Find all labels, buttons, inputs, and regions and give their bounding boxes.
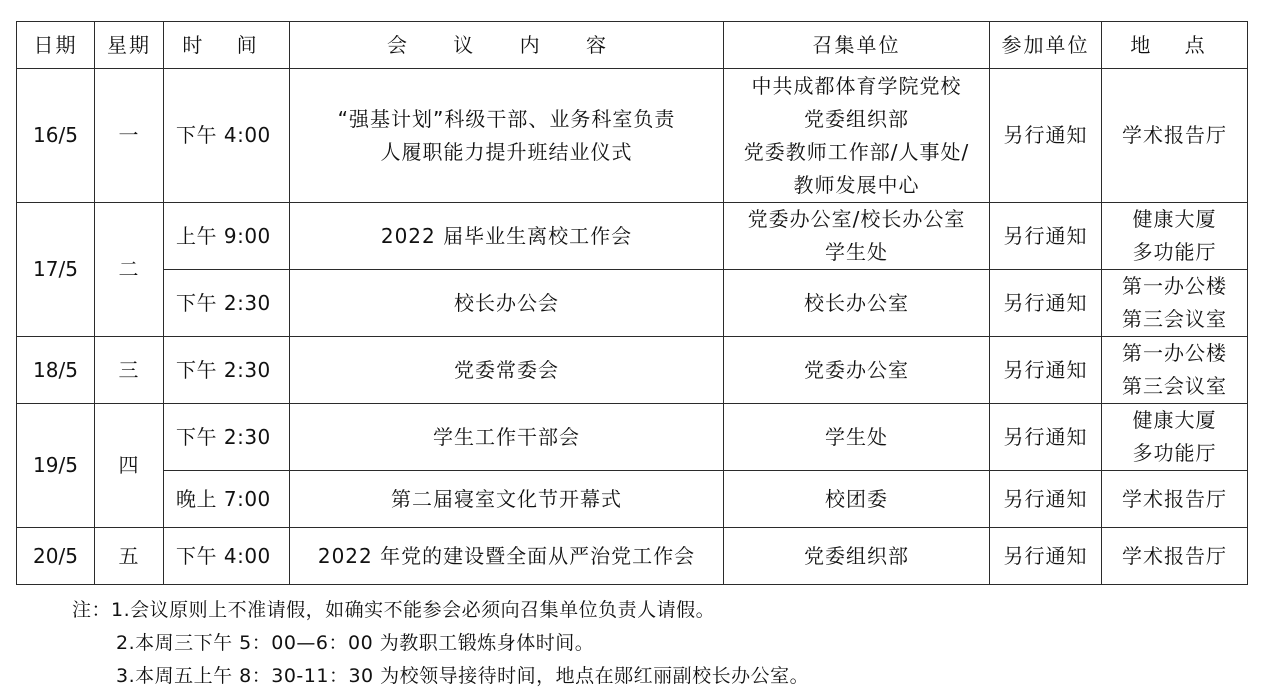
- content-line: 学生工作干部会: [433, 424, 580, 449]
- location-line: 第三会议室: [1122, 307, 1227, 331]
- convener-line: 学生处: [825, 240, 888, 264]
- content-line: 人履职能力提升班结业仪式: [380, 139, 633, 164]
- note-line: 3.本周五上午 8：30-11：30 为校领导接待时间，地点在郧红丽副校长办公室。: [116, 665, 810, 687]
- date-cell: 16/5: [17, 69, 95, 203]
- convener-line: 学生处: [825, 424, 888, 449]
- header-content: 会 议 内 容: [290, 22, 724, 69]
- table-row: [17, 404, 1248, 471]
- convener-cell: [724, 270, 990, 337]
- weekday-cell: 二: [95, 203, 164, 337]
- content-line: 2022 年党的建设暨全面从严治党工作会: [317, 543, 696, 568]
- convener-cell: [724, 69, 990, 203]
- participants-cell: 另行通知: [990, 69, 1102, 203]
- schedule-table: [16, 21, 1248, 585]
- header-participants: 参加单位: [990, 22, 1102, 69]
- location-line: 第一办公楼: [1122, 274, 1227, 298]
- location-line: 健康大厦: [1132, 207, 1217, 231]
- content-cell: [290, 528, 724, 585]
- participants-cell: 另行通知: [990, 270, 1102, 337]
- convener-cell: [724, 337, 990, 404]
- convener-line: 校团委: [825, 486, 888, 511]
- convener-line: 党委教师工作部/人事处/: [743, 139, 970, 164]
- convener-line: 党委组织部: [804, 106, 909, 131]
- content-cell: [290, 203, 724, 270]
- note-line: 2.本周三下午 5：00—6：00 为教职工锻炼身体时间。: [116, 632, 595, 654]
- date-cell: 20/5: [17, 528, 95, 585]
- time-cell: 下午 4:00: [164, 69, 290, 203]
- date-cell: 17/5: [17, 203, 95, 337]
- date-cell: 19/5: [17, 404, 95, 528]
- time-cell: 晚上 7:00: [164, 471, 290, 528]
- location-line: 多功能厅: [1132, 441, 1217, 465]
- header-location: 地 点: [1102, 22, 1248, 69]
- note-line: 注：1.会议原则上不准请假，如确实不能参会必须向召集单位负责人请假。: [72, 599, 716, 621]
- content-line: 校长办公会: [454, 290, 559, 315]
- weekday-cell: 五: [95, 528, 164, 585]
- content-cell: [290, 270, 724, 337]
- time-cell: 下午 2:30: [164, 270, 290, 337]
- location-cell: [1102, 528, 1248, 585]
- location-line: 第三会议室: [1122, 374, 1227, 398]
- convener-line: 党委办公室: [804, 357, 909, 382]
- location-line: 学术报告厅: [1122, 543, 1227, 568]
- content-line: 第二届寝室文化节开幕式: [391, 486, 622, 511]
- location-line: 第一办公楼: [1122, 341, 1227, 365]
- content-line: 2022 届毕业生离校工作会: [380, 223, 633, 248]
- participants-cell: 另行通知: [990, 337, 1102, 404]
- participants-cell: 另行通知: [990, 404, 1102, 471]
- convener-line: 党委办公室/校长办公室: [747, 207, 966, 231]
- participants-cell: 另行通知: [990, 471, 1102, 528]
- convener-line: 校长办公室: [804, 290, 909, 315]
- convener-cell: [724, 404, 990, 471]
- header-date: 日期: [17, 22, 95, 69]
- location-line: 学术报告厅: [1122, 486, 1227, 511]
- weekday-cell: 四: [95, 404, 164, 528]
- content-line: 党委常委会: [454, 357, 559, 382]
- date-cell: 18/5: [17, 337, 95, 404]
- table-row: [17, 471, 1248, 528]
- content-cell: [290, 404, 724, 471]
- content-cell: [290, 69, 724, 203]
- content-cell: [290, 337, 724, 404]
- convener-line: 中共成都体育学院党校: [751, 73, 962, 98]
- notes-section: [72, 594, 809, 693]
- table-row: [17, 528, 1248, 585]
- header-row: [17, 22, 1248, 69]
- table-row: [17, 337, 1248, 404]
- content-line: “强基计划”科级干部、业务科室负责: [337, 106, 676, 131]
- table-row: [17, 69, 1248, 203]
- location-cell: [1102, 69, 1248, 203]
- weekday-cell: 一: [95, 69, 164, 203]
- header-convener: 召集单位: [724, 22, 990, 69]
- time-cell: 下午 2:30: [164, 337, 290, 404]
- header-weekday: 星期: [95, 22, 164, 69]
- convener-line: 教师发展中心: [793, 172, 920, 197]
- location-cell: [1102, 203, 1248, 270]
- location-line: 学术报告厅: [1122, 123, 1227, 147]
- convener-cell: [724, 528, 990, 585]
- weekday-cell: 三: [95, 337, 164, 404]
- location-cell: [1102, 270, 1248, 337]
- header-time: 时 间: [164, 22, 290, 69]
- convener-line: 党委组织部: [804, 543, 909, 568]
- convener-cell: [724, 471, 990, 528]
- location-line: 多功能厅: [1132, 240, 1217, 264]
- participants-cell: 另行通知: [990, 203, 1102, 270]
- time-cell: 下午 4:00: [164, 528, 290, 585]
- location-cell: [1102, 337, 1248, 404]
- participants-cell: 另行通知: [990, 528, 1102, 585]
- location-cell: [1102, 404, 1248, 471]
- convener-cell: [724, 203, 990, 270]
- table-row: [17, 203, 1248, 270]
- content-cell: [290, 471, 724, 528]
- location-cell: [1102, 471, 1248, 528]
- time-cell: 上午 9:00: [164, 203, 290, 270]
- time-cell: 下午 2:30: [164, 404, 290, 471]
- table-row: [17, 270, 1248, 337]
- location-line: 健康大厦: [1132, 408, 1217, 432]
